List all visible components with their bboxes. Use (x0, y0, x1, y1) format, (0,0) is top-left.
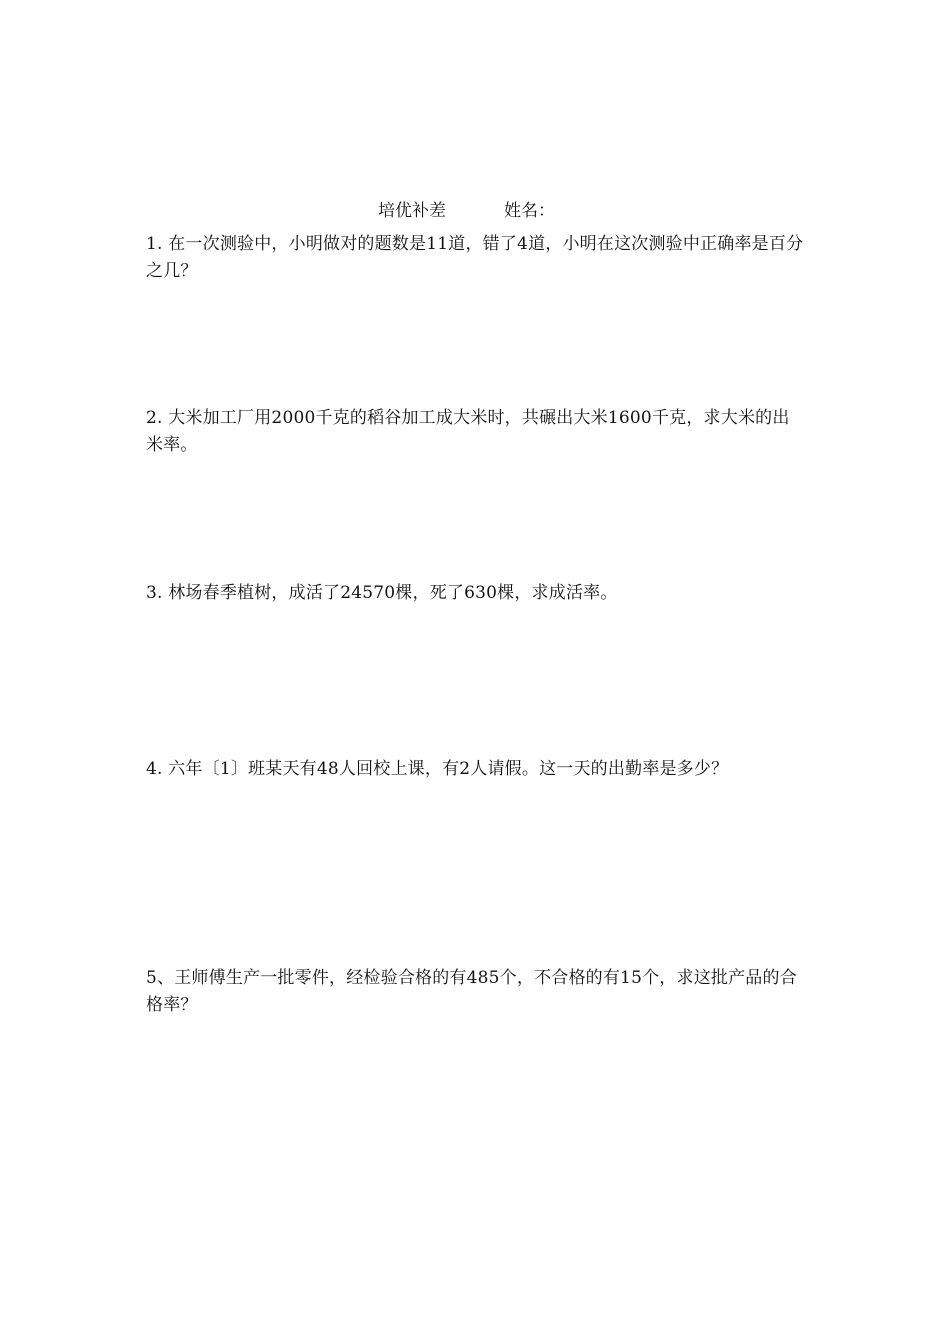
worksheet-title: 培优补差 (378, 201, 446, 221)
question-2: 2. 大米加工厂用2000千克的稻谷加工成大米时，共碾出大米1600千克，求大米的出米率。 (146, 408, 790, 455)
question-4: 4. 六年〔1〕班某天有48人回校上课，有2人请假。这一天的出勤率是多少？ (146, 759, 729, 779)
name-label: 姓名： (504, 201, 555, 221)
question-3: 3. 林场春季植树，成活了24570棵，死了630棵，求成活率。 (146, 583, 618, 603)
question-5: 5、王师傅生产一批零件，经检验合格的有485个，不合格的有15个，求这批产品的合格率？ (146, 968, 797, 1015)
worksheet-header (378, 196, 555, 221)
question-1: 1. 在一次测验中，小明做对的题数是11道，错了4道，小明在这次测验中正确率是百分之几？ (146, 234, 804, 281)
